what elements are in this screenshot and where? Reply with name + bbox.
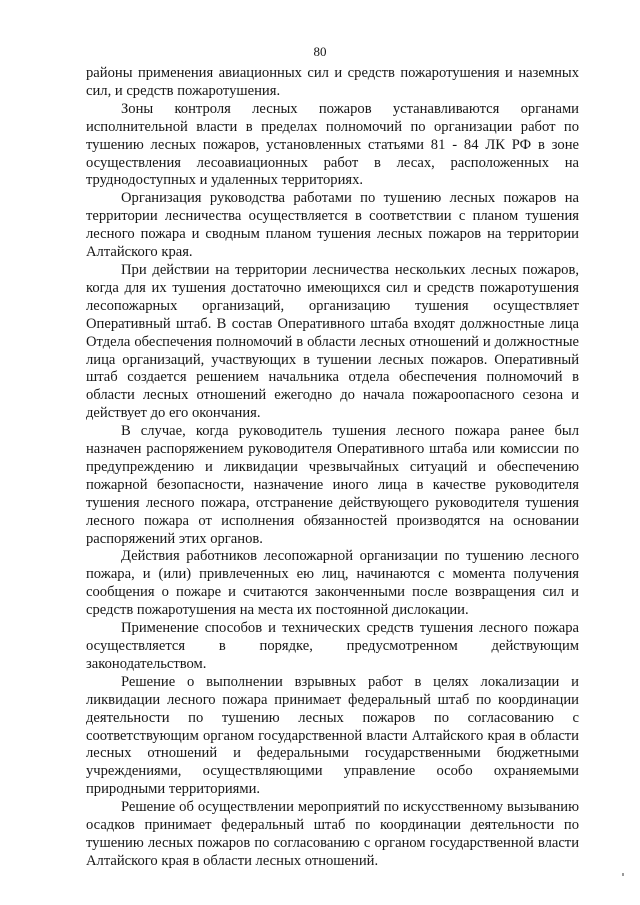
page-number: 80 (313, 44, 327, 59)
document-body (86, 65, 579, 871)
paragraph-2: Зоны контроля лесных пожаров устанавливаются органами исполнительной власти в пределах полномочий по организации работ по тушению лесных пожаров, установленных статьями 81 - 84 ЛК РФ в зоне осуществления лесоавиационных работ в лесах, расположенных на труднодоступных и удаленных территориях. (86, 100, 579, 189)
paragraph-7: Применение способов и технических средств тушения лесного пожара осуществляется в порядке, предусмотренном действующим законодательством. (86, 620, 579, 672)
scan-edge-mark (622, 873, 624, 876)
paragraph-3: Организация руководства работами по тушению лесных пожаров на территории лесничества осуществляется в соответствии с планом тушения лесного пожара и сводным планом тушения лесных пожаров на территории Алтайского края. (86, 190, 579, 261)
paragraph-8: Решение о выполнении взрывных работ в целях локализации и ликвидации лесного пожара принимает федеральный штаб по координации деятельности по тушению лесных пожаров по согласованию с соответствующим органом государственной власти Алтайского края в области лесных отношений и федеральными государственными бюджетными учреждениями, осуществляющими управление особо охраняемыми природными территориями. (86, 673, 579, 798)
paragraph-1: районы применения авиационных сил и средств пожаротушения и наземных сил, и средств пожаротушения. (86, 65, 579, 99)
paragraph-9: Решение об осуществлении мероприятий по искусственному вызыванию осадков принимает федеральный штаб по координации деятельности по тушению лесных пожаров по согласованию с органом государственной власти Алтайского края в области лесных отношений. (86, 799, 579, 869)
paragraph-4: При действии на территории лесничества нескольких лесных пожаров, когда для их тушения достаточно имеющихся сил и средств пожаротушения лесопожарных организаций, организацию тушения осуществляет Оперативный штаб. В состав Оперативного штаба входят должностные лица Отдела обеспечения полномочий в области лесных отношений и должностные лица организаций, участвующих в тушении лесных пожаров. Оперативный штаб создается решением начальника отдела обеспечения полномочий в области лесных отношений ежегодно до начала пожароопасного сезона и действует до его окончания. (86, 261, 579, 422)
paragraph-6: Действия работников лесопожарной организации по тушению лесного пожара, и (или) привлеченных ею лиц, начинаются с момента получения сообщения о пожаре и считаются законченными после возвращения сил и средств пожаротушения на места их постоянной дислокации. (86, 548, 579, 619)
paragraph-5: В случае, когда руководитель тушения лесного пожара ранее был назначен распоряжением руководителя Оперативного штаба или комиссии по предупреждению и ликвидации чрезвычайных ситуаций и обеспечению пожарной безопасности, назначение иного лица в качестве руководителя тушения лесного пожара, отстранение действующего руководителя тушения лесного пожара от исполнения обязанностей производятся на основании распоряжений этих органов. (86, 423, 579, 547)
